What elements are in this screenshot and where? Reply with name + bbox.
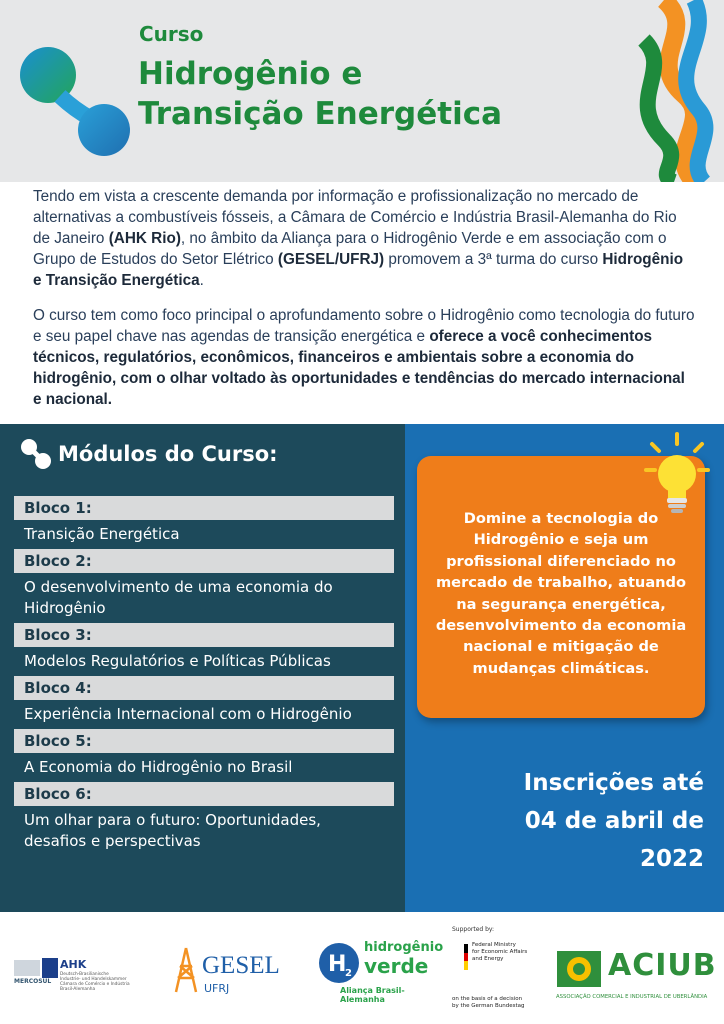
ahk-logo (14, 954, 134, 994)
ahk-mercosul-mark (14, 960, 40, 976)
h2-sub: Aliança Brasil-Alemanha (340, 986, 405, 1004)
german-flag-icon (464, 944, 468, 970)
bmwi-line-3: and Energy (472, 956, 504, 962)
bloco-1-label: Bloco 1: (14, 496, 394, 520)
bloco-5-label: Bloco 5: (14, 729, 394, 753)
modules-list (14, 496, 394, 856)
inscricoes-line1: Inscrições até (523, 770, 704, 796)
lightbulb-icon (644, 432, 710, 516)
intro-paragraph-1: Tendo em vista a crescente demanda por informação e profissionalização no mercado de alternativas a combustíveis fósseis, a Câmara de Comércio e Indústria Brasil-Alemanha do Rio de Janeiro (AHK Rio), no âmbito da Aliança para o Hidrogênio Verde e em associação com o Grupo de Estudos do Setor Elétrico (GESEL/UFRJ) promovem a 3ª turma do curso Hidrogênio e Transição Energética. (33, 188, 684, 289)
bloco-4-text: Experiência Internacional com o Hidrogênio (24, 705, 352, 723)
bmwi-basis (452, 996, 525, 1010)
ahk-line-4: Brasil-Alemanha (60, 987, 96, 992)
ahk-name: AHK (60, 958, 87, 971)
bloco-2-text: O desenvolvimento de uma economia do Hidrogênio (24, 578, 333, 617)
svg-text:2: 2 (345, 968, 352, 979)
bmwi-logo (452, 926, 544, 1016)
bloco-6-label: Bloco 6: (14, 782, 394, 806)
aciub-name: ACIUB (608, 948, 717, 983)
gesel-name: GESEL (202, 952, 280, 979)
bloco-2-label: Bloco 2: (14, 549, 394, 573)
course-title (138, 54, 502, 135)
bmwi-basis-1: on the basis of a decision (452, 996, 523, 1002)
ribbons-graphic (604, 0, 724, 182)
bmwi-supported: Supported by: (452, 926, 495, 933)
aciub-sub: ASSOCIAÇÃO COMERCIAL E INDUSTRIAL DE UBERLÂNDIA (556, 994, 708, 1000)
bloco-1-text: Transição Energética (24, 525, 180, 543)
bmwi-name (472, 942, 527, 963)
inscricoes-line3: 2022 (639, 846, 704, 872)
svg-text:H: H (328, 952, 347, 977)
hydrogen-molecule-graphic (0, 0, 140, 182)
course-title-line2: Transição Energética (138, 96, 502, 133)
gesel-logo (174, 942, 294, 998)
info-panel (405, 424, 724, 912)
intro-text (33, 186, 695, 424)
intro-paragraph-2: O curso tem como foco principal o aprofundamento sobre o Hidrogênio como tecnologia do futuro e seu papel chave nas agendas de transição energética e oferece a você conhecimentos técnicos, regulatórios, econômicos, financeiros e ambientais sobre a economia do hidrogênio, com o olhar voltado às oportunidades e tendências do mercado internacional e nacional. (33, 307, 695, 408)
course-title-line1: Hidrogênio e (138, 56, 363, 92)
bmwi-basis-2: by the German Bundestag (452, 1003, 525, 1009)
ahk-blue-mark (42, 958, 58, 978)
bloco-4-label: Bloco 4: (14, 676, 394, 700)
pylon-icon (174, 946, 198, 994)
bloco-5-text: A Economia do Hidrogênio no Brasil (24, 758, 293, 776)
bloco-3-label: Bloco 3: (14, 623, 394, 647)
h2-line-2: verde (364, 954, 429, 978)
modules-title: Módulos do Curso: (58, 442, 278, 466)
gesel-sub: UFRJ (204, 982, 230, 995)
hidrogenio-verde-logo (318, 938, 444, 1004)
inscricoes-line2: 04 de abril de (524, 808, 704, 834)
h2-line-1: hidrogênio (364, 940, 444, 955)
aciub-logo (556, 948, 718, 1004)
h2-icon (318, 942, 360, 984)
ahk-line-1: Deutsch-Brasilianische (60, 972, 109, 977)
course-kicker: Curso (139, 22, 204, 46)
ahk-description (60, 972, 134, 992)
ahk-line-3: Câmara de Comércio e Indústria (60, 982, 130, 987)
bloco-6-text: Um olhar para o futuro: Oportunidades, desafios e perspectivas (24, 811, 321, 850)
header-banner (0, 0, 724, 182)
callout-text: Domine a tecnologia do Hidrogênio e seja um profissional diferenciado no mercado de trabalho, atuando na segurança energética, desenvolvimento da economia nacional e mitigação de mudanças climáticas. (435, 510, 687, 677)
inscricoes-deadline (524, 764, 704, 878)
ahk-mercosul-text: MERCOSUL (14, 978, 52, 985)
modules-panel (0, 424, 405, 912)
bloco-3-text: Modelos Regulatórios e Políticas Públicas (24, 652, 331, 670)
bmwi-line-1: Federal Ministry (472, 942, 516, 948)
molecule-icon (18, 436, 54, 472)
ahk-line-2: Industrie- und Handelskammer (60, 977, 127, 982)
aciub-mark-icon (556, 950, 602, 988)
footer-logos (0, 912, 724, 1024)
bmwi-line-2: for Economic Affairs (472, 949, 528, 955)
